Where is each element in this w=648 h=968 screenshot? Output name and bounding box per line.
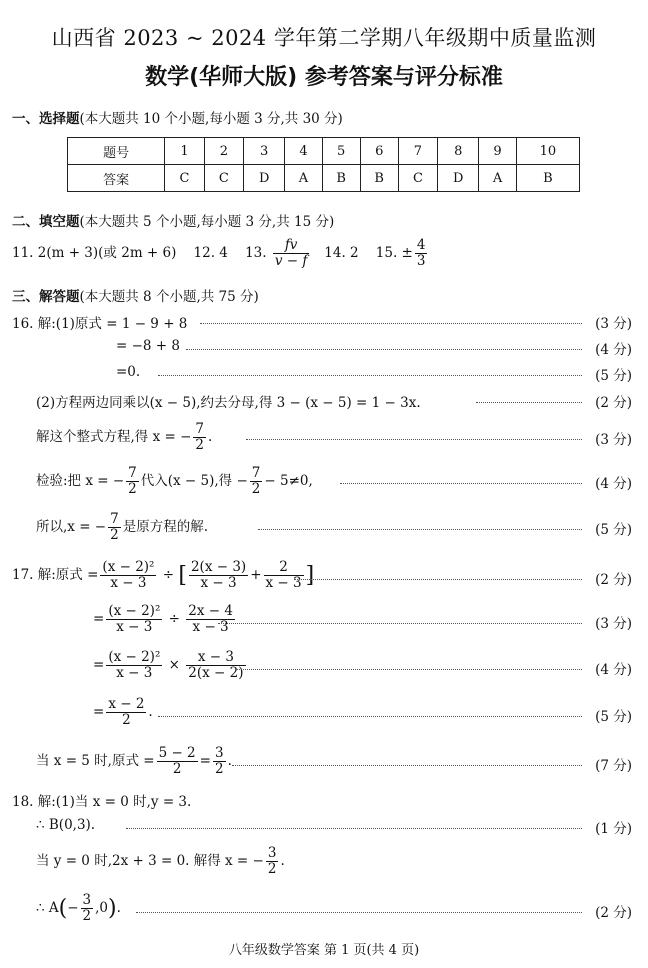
question-number-cell: 4	[285, 138, 322, 165]
answer-table	[67, 137, 580, 192]
q17-line1: 17. 解:原式 = $\frac{\text{(x − 2)²}}{x - 3}$ ÷ [ $\frac{2(x - 3)}{x - 3}$ + $\frac{2}{x - 3}$ ]	[12, 559, 315, 591]
q16-score1: (3 分)	[595, 316, 632, 332]
row-label-number: 题号	[68, 138, 165, 165]
q17-score2: (3 分)	[595, 616, 632, 632]
q16-score2: (4 分)	[595, 342, 632, 358]
q16-line6: 检验:把 x = − $\frac{7}{2}$ 代入(x − 5),得 − $\frac{7}{2}$ − 5≠0,	[36, 465, 313, 497]
q16-line3: =0.	[116, 364, 141, 380]
q18-line4: ∴ A(− $\frac{3}{2}$ ,0).	[36, 892, 121, 924]
q18-score2: (1 分)	[595, 821, 632, 837]
answer-cell: A	[285, 165, 322, 192]
q16-score4: (2 分)	[595, 395, 632, 411]
q16-line2: = −8 + 8	[116, 338, 180, 354]
q16-score3: (5 分)	[595, 368, 632, 384]
answer-cell: B	[360, 165, 398, 192]
q16-line5: 解这个整式方程,得 x = − $\frac{7}{2}$ .	[36, 421, 213, 453]
section2-heading: 二、填空题(本大题共 5 个小题,每小题 3 分,共 15 分)	[12, 214, 335, 230]
question-number-cell: 8	[438, 138, 479, 165]
answer-cell: C	[165, 165, 204, 192]
page-subtitle: 数学(华师大版) 参考答案与评分标准	[145, 65, 503, 90]
answer-cell: B	[516, 165, 579, 192]
question-number-cell: 3	[244, 138, 285, 165]
answer-cell: A	[479, 165, 516, 192]
q16-score6: (4 分)	[595, 476, 632, 492]
q17-score3: (4 分)	[595, 662, 632, 678]
page-title: 山西省 2023 ~ 2024 学年第二学期八年级期中质量监测	[51, 26, 597, 50]
q16-score7: (5 分)	[595, 522, 632, 538]
q17-line3: = $\frac{\text{(x − 2)²}}{x - 3}$ × $\frac{x - 3}{2(x - 2)}$	[93, 649, 244, 681]
question-number-cell: 10	[516, 138, 579, 165]
answer-cell: D	[438, 165, 479, 192]
section1-heading: 一、选择题(本大题共 10 个小题,每小题 3 分,共 30 分)	[12, 111, 343, 127]
section3-heading: 三、解答题(本大题共 8 个小题,共 75 分)	[12, 289, 259, 305]
question-number-cell: 6	[360, 138, 398, 165]
q18-line1: 18. 解:(1)当 x = 0 时,y = 3.	[12, 794, 192, 810]
q18-score4: (2 分)	[595, 905, 632, 921]
q17-line5: 当 x = 5 时,原式 = $\frac{5 - 2}{2}$ = $\frac{3}{2}$ .	[36, 745, 232, 777]
q17-line2: = $\frac{\text{(x − 2)²}}{x - 3}$ ÷ $\frac{2x - 4}{x - 3}$	[93, 603, 233, 635]
q17-score1: (2 分)	[595, 572, 632, 588]
question-number-cell: 5	[322, 138, 360, 165]
page-footer: 八年级数学答案 第 1 页(共 4 页)	[228, 943, 420, 958]
q18-line3: 当 y = 0 时,2x + 3 = 0. 解得 x = − $\frac{3}{2}$ .	[36, 845, 285, 877]
answer-cell: B	[322, 165, 360, 192]
answer-cell: C	[398, 165, 437, 192]
answer-cell: D	[244, 165, 285, 192]
row-label-answer: 答案	[68, 165, 165, 192]
q17-score4: (5 分)	[595, 709, 632, 725]
question-number-cell: 2	[204, 138, 243, 165]
fill-answers: 11. 2(m + 3)(或 2m + 6) 12. 4 13. $\frac{fv}{v - f}$ 14. 2 15. ± $\frac{4}{3}$	[12, 237, 426, 269]
q16-score5: (3 分)	[595, 432, 632, 448]
question-number-cell: 7	[398, 138, 437, 165]
answer-cell: C	[204, 165, 243, 192]
q18-line2: ∴ B(0,3).	[36, 817, 96, 833]
q17-line4: = $\frac{x - 2}{2}$ .	[93, 696, 153, 728]
q16-line4: (2)方程两边同乘以(x − 5),约去分母,得 3 − (x − 5) = 1 − 3x.	[36, 395, 421, 411]
question-number-cell: 9	[479, 138, 516, 165]
q16-line7: 所以,x = − $\frac{7}{2}$ 是原方程的解.	[36, 511, 209, 543]
q17-score5: (7 分)	[595, 758, 632, 774]
question-number-cell: 1	[165, 138, 204, 165]
q16-line1: 16. 解:(1)原式 = 1 − 9 + 8	[12, 316, 188, 332]
